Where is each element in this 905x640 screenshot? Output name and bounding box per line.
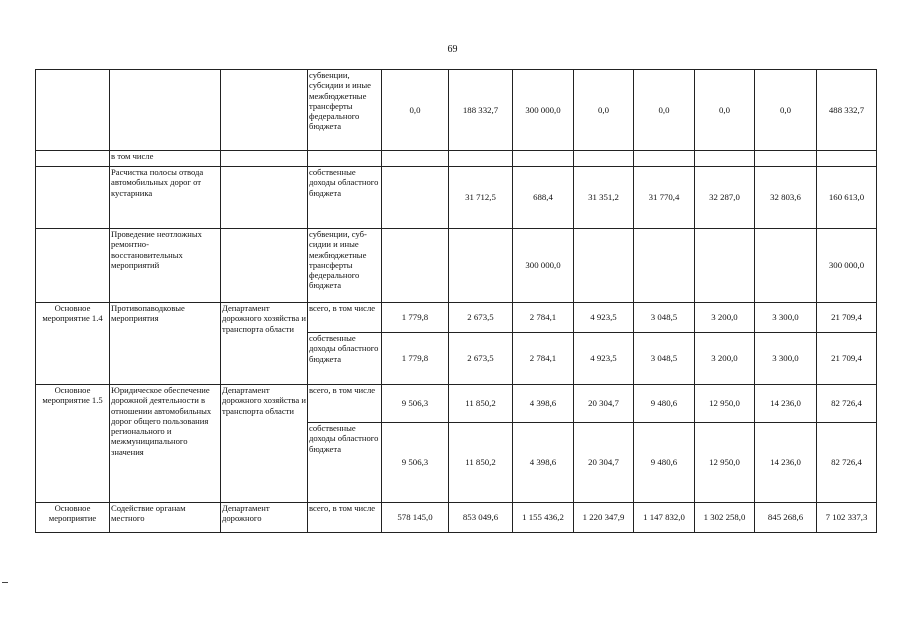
table-row xyxy=(36,385,877,423)
cell-activity-code: Основное мероприятие 1.5 xyxy=(36,385,110,503)
cell-value: 32 287,0 xyxy=(695,167,755,229)
cell-value xyxy=(755,151,817,167)
cell-funding-source: всего, в том числе xyxy=(308,385,382,423)
cell-funding-source: собственные доходы областного бюджета xyxy=(308,167,382,229)
cell-value xyxy=(634,151,695,167)
cell-value xyxy=(449,229,513,303)
cell-executor: Департамент дорожного хозяйства и транспорта области xyxy=(221,303,308,385)
page-number: 69 xyxy=(447,44,458,55)
cell-value: 3 300,0 xyxy=(755,303,817,333)
cell-value: 20 304,7 xyxy=(574,423,634,503)
cell-activity-code xyxy=(36,70,110,151)
cell-activity-code: Основное мероприятие 1.4 xyxy=(36,303,110,385)
table-row xyxy=(36,503,877,533)
cell-executor xyxy=(221,167,308,229)
cell-value: 188 332,7 xyxy=(449,70,513,151)
cell-activity-code xyxy=(36,229,110,303)
cell-activity-name: в том числе xyxy=(110,151,221,167)
cell-value: 9 480,6 xyxy=(634,385,695,423)
cell-value: 14 236,0 xyxy=(755,385,817,423)
cell-value: 300 000,0 xyxy=(513,70,574,151)
cell-value: 2 784,1 xyxy=(513,303,574,333)
cell-value: 0,0 xyxy=(695,70,755,151)
cell-value xyxy=(382,167,449,229)
cell-funding-source: всего, в том числе xyxy=(308,303,382,333)
cell-value: 21 709,4 xyxy=(817,333,877,385)
cell-activity-name xyxy=(110,70,221,151)
cell-activity-name: Расчистка полосы отвода автомобильных дорог от кустарника xyxy=(110,167,221,229)
cell-activity-name: Противопаводковые мероприятия xyxy=(110,303,221,385)
cell-funding-source: собственные доходы областного бюджета xyxy=(308,423,382,503)
cell-value: 1 220 347,9 xyxy=(574,503,634,533)
cell-funding-source: всего, в том числе xyxy=(308,503,382,533)
cell-value xyxy=(817,151,877,167)
cell-value: 4 398,6 xyxy=(513,385,574,423)
cell-value: 0,0 xyxy=(382,70,449,151)
cell-value: 2 784,1 xyxy=(513,333,574,385)
cell-value: 31 712,5 xyxy=(449,167,513,229)
cell-value: 300 000,0 xyxy=(513,229,574,303)
cell-value: 31 351,2 xyxy=(574,167,634,229)
cell-value: 12 950,0 xyxy=(695,385,755,423)
cell-value xyxy=(449,151,513,167)
cell-value: 845 268,6 xyxy=(755,503,817,533)
cell-value: 82 726,4 xyxy=(817,385,877,423)
cell-executor xyxy=(221,151,308,167)
cell-activity-code xyxy=(36,151,110,167)
cell-activity-code xyxy=(36,167,110,229)
cell-value: 3 200,0 xyxy=(695,303,755,333)
cell-value xyxy=(513,151,574,167)
cell-value: 11 850,2 xyxy=(449,423,513,503)
table-row xyxy=(36,167,877,229)
cell-funding-source: субвенции, субсидии и иные межбюджетные трансферты федерального бюджета xyxy=(308,70,382,151)
cell-funding-source: субвенции, суб-сидии и иные межбюджетные трансферты федерального бюджета xyxy=(308,229,382,303)
cell-executor: Департамент дорожного хозяйства и транспорта области xyxy=(221,385,308,503)
cell-value xyxy=(574,229,634,303)
cell-value: 4 923,5 xyxy=(574,303,634,333)
table-row xyxy=(36,303,877,333)
cell-value: 3 300,0 xyxy=(755,333,817,385)
cell-value: 488 332,7 xyxy=(817,70,877,151)
cell-value: 853 049,6 xyxy=(449,503,513,533)
cell-value: 0,0 xyxy=(755,70,817,151)
table-row xyxy=(36,70,877,151)
table-row xyxy=(36,151,877,167)
cell-value: 3 048,5 xyxy=(634,333,695,385)
cell-value: 1 779,8 xyxy=(382,333,449,385)
cell-executor: Департамент дорожного xyxy=(221,503,308,533)
cell-value: 0,0 xyxy=(574,70,634,151)
cell-value: 7 102 337,3 xyxy=(817,503,877,533)
cell-value: 160 613,0 xyxy=(817,167,877,229)
cell-value: 32 803,6 xyxy=(755,167,817,229)
cell-activity-name: Юридическое обеспечение дорожной деятельности в отношении автомобильных дорог общего пользования регионального и межмуниципального значения xyxy=(110,385,221,503)
cell-value xyxy=(634,229,695,303)
cell-value xyxy=(695,151,755,167)
cell-value xyxy=(695,229,755,303)
cell-value: 300 000,0 xyxy=(817,229,877,303)
cell-value: 688,4 xyxy=(513,167,574,229)
cell-value: 31 770,4 xyxy=(634,167,695,229)
cell-value: 2 673,5 xyxy=(449,333,513,385)
cell-value: 1 155 436,2 xyxy=(513,503,574,533)
cell-executor xyxy=(221,70,308,151)
cell-value xyxy=(382,229,449,303)
cell-activity-code: Основное мероприятие xyxy=(36,503,110,533)
cell-value: 0,0 xyxy=(634,70,695,151)
cell-value xyxy=(755,229,817,303)
cell-value: 14 236,0 xyxy=(755,423,817,503)
cell-value: 2 673,5 xyxy=(449,303,513,333)
cell-value: 1 147 832,0 xyxy=(634,503,695,533)
cell-value: 1 779,8 xyxy=(382,303,449,333)
cell-value: 9 506,3 xyxy=(382,423,449,503)
cell-value: 9 506,3 xyxy=(382,385,449,423)
cell-value: 3 200,0 xyxy=(695,333,755,385)
cell-value xyxy=(382,151,449,167)
cell-executor xyxy=(221,229,308,303)
cell-value: 9 480,6 xyxy=(634,423,695,503)
cell-value: 20 304,7 xyxy=(574,385,634,423)
margin-mark xyxy=(2,582,8,583)
cell-value xyxy=(574,151,634,167)
cell-value: 12 950,0 xyxy=(695,423,755,503)
cell-value: 4 398,6 xyxy=(513,423,574,503)
cell-funding-source: собственные доходы областного бюджета xyxy=(308,333,382,385)
cell-value: 4 923,5 xyxy=(574,333,634,385)
cell-funding-source xyxy=(308,151,382,167)
cell-activity-name: Содействие органам местного xyxy=(110,503,221,533)
cell-value: 11 850,2 xyxy=(449,385,513,423)
cell-value: 1 302 258,0 xyxy=(695,503,755,533)
cell-value: 82 726,4 xyxy=(817,423,877,503)
cell-activity-name: Проведение неотложных ремонтно-восстановительных мероприятий xyxy=(110,229,221,303)
cell-value: 3 048,5 xyxy=(634,303,695,333)
budget-table xyxy=(35,69,877,533)
cell-value: 21 709,4 xyxy=(817,303,877,333)
cell-value: 578 145,0 xyxy=(382,503,449,533)
table-row xyxy=(36,229,877,303)
